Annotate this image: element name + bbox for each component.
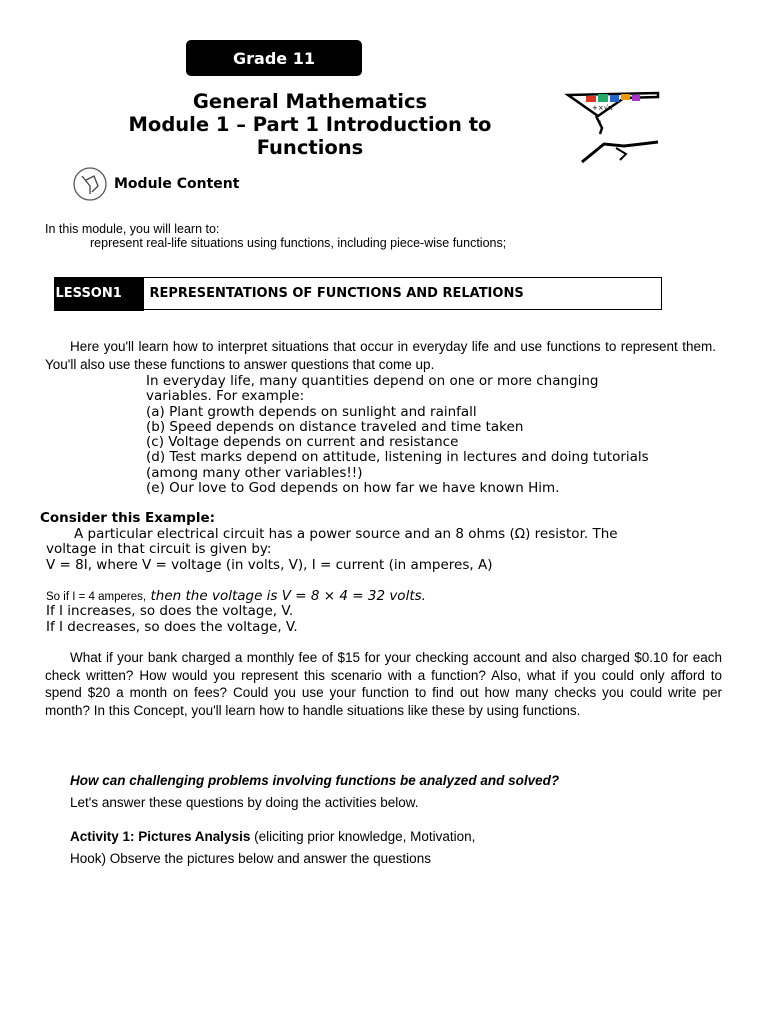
title-line-2: Module 1 – Part 1 Introduction to xyxy=(128,113,492,136)
example-line: (e) Our love to God depends on how far we have known Him. xyxy=(146,480,560,497)
increase-line: If I increases, so does the voltage, V. xyxy=(46,603,294,619)
consider-line-3: V = 8I, where V = voltage (in volts, V), I = current (in amperes, A) xyxy=(46,557,493,573)
title-line-3: Functions xyxy=(256,136,364,159)
lesson-intro-text: Here you'll learn how to interpret situations that occur in everyday life and use functions to represent them. You'll also use these functions to answer questions that come up. xyxy=(45,339,716,372)
module-content-heading xyxy=(68,166,239,202)
svg-text:+×√π: +×√π xyxy=(592,104,613,112)
examples-list xyxy=(146,374,649,496)
activity-title-rest: (eliciting prior knowledge, Motivation, xyxy=(250,829,476,844)
guiding-question: How can challenging problems involving functions be analyzed and solved? xyxy=(70,773,560,788)
activity-line-2: Hook) Observe the pictures below and answer the questions xyxy=(70,851,431,866)
consider-line-2: voltage in that circuit is given by: xyxy=(46,541,272,557)
so-if-prefix: So if I = 4 amperes, xyxy=(46,591,147,603)
title-line-1: General Mathematics xyxy=(192,90,428,113)
example-line: variables. For example: xyxy=(146,388,305,405)
example-line: (among many other variables!!) xyxy=(146,464,363,481)
consider-heading: Consider this Example: xyxy=(40,510,216,526)
voltage-formula: then the voltage is V = 8 × 4 = 32 volts. xyxy=(150,588,426,604)
grade-badge: Grade 11 xyxy=(186,40,362,76)
lesson-title: REPRESENTATIONS OF FUNCTIONS AND RELATIONS xyxy=(149,286,524,301)
hand-pointer-icon xyxy=(68,166,112,202)
example-line: (d) Test marks depend on attitude, listening in lectures and doing tutorials xyxy=(146,449,649,466)
example-line: (b) Speed depends on distance traveled and time taken xyxy=(146,418,524,435)
math-funnel-illustration xyxy=(564,88,664,166)
bank-paragraph-text: What if your bank charged a monthly fee of $15 for your checking account and also charged $0.10 for each check written? How would you represent this scenario with a function? Also, what if you could only afford to spend $20 a month on fees? Could you use your function to find out how many checks you could write per month? In this Concept, you'll learn how to handle situations like these by using functions. xyxy=(45,650,722,718)
intro-line-2: represent real-life situations using functions, including piece-wise functions; xyxy=(90,236,507,250)
activity-title: Activity 1: Pictures Analysis xyxy=(70,829,251,844)
lesson-tag: LESSON1 xyxy=(54,277,144,311)
consider-line-1: A particular electrical circuit has a power source and an 8 ohms (Ω) resistor. The xyxy=(74,526,618,542)
lesson-intro-paragraph xyxy=(45,338,716,374)
example-line: In everyday life, many quantities depend on one or more changing xyxy=(146,373,599,389)
example-line: (c) Voltage depends on current and resistance xyxy=(146,434,459,451)
svg-text:?: ? xyxy=(598,120,602,127)
activity-title-line xyxy=(70,829,475,844)
decrease-line: If I decreases, so does the voltage, V. xyxy=(46,619,298,635)
lesson-header xyxy=(54,277,662,310)
intro-line-1: In this module, you will learn to: xyxy=(45,222,220,236)
bank-paragraph xyxy=(45,649,722,719)
answer-intro: Let's answer these questions by doing the activities below. xyxy=(70,795,419,810)
example-line: (a) Plant growth depends on sunlight and rainfall xyxy=(146,403,477,420)
page-title xyxy=(80,90,540,159)
module-content-label: Module Content xyxy=(114,176,240,192)
